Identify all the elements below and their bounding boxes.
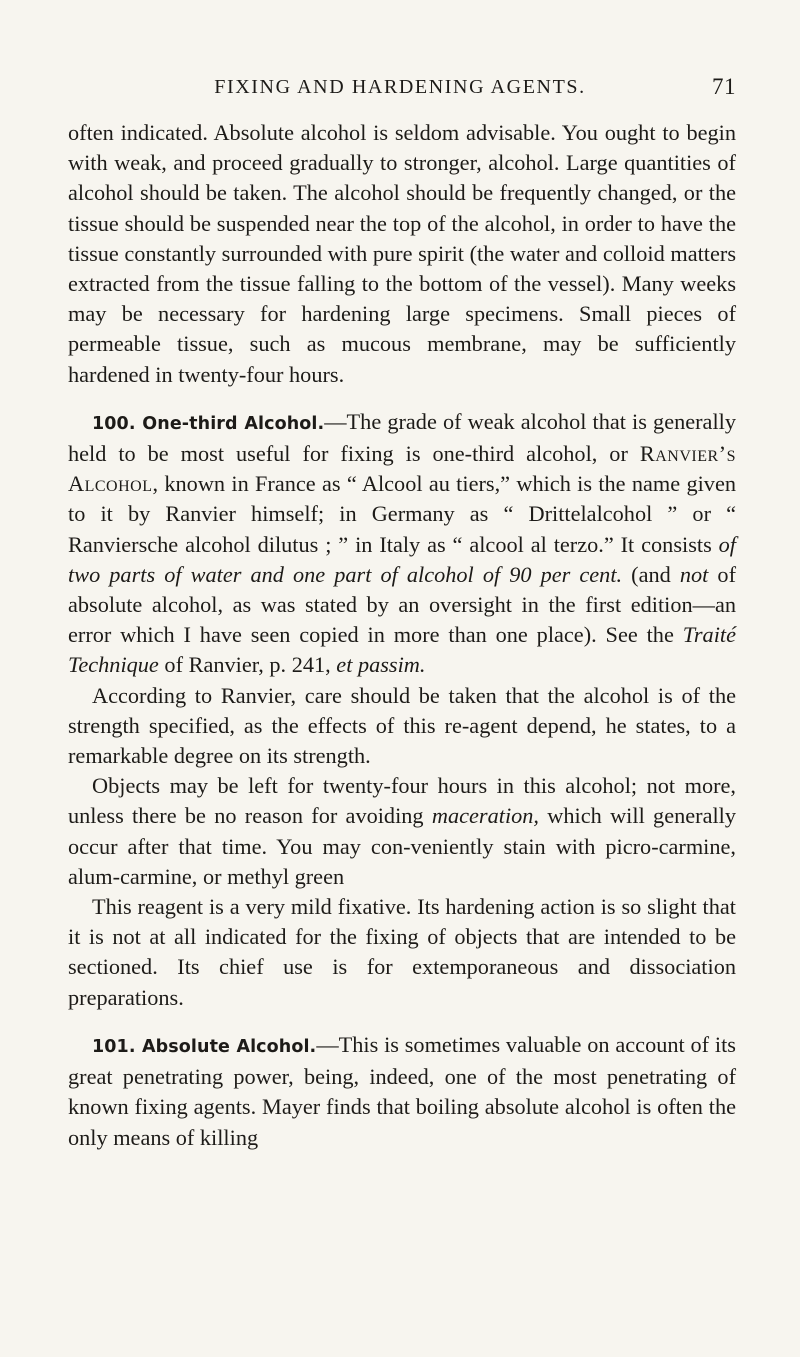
section-100-text-4: of absolute alcohol, as was stated by an oversight in the first edition—an error which I have seen copied in more than one place). See the [68, 561, 736, 648]
section-heading-100: 100. One-third Alcohol. [92, 413, 325, 434]
ranviers-alcohol-term: Ranvier’s Alcohol [68, 441, 736, 497]
running-title: FIXING AND HARDENING AGENTS. [214, 76, 586, 98]
section-100-paragraph [68, 407, 736, 681]
composition-italic: of two parts of water and one part of alcohol of 90 per cent. [68, 531, 736, 587]
page-number: 71 [712, 74, 736, 99]
ranvier-strength-paragraph: According to Ranvier, care should be taken that the alcohol is of the strength specified, as the effects of this re-agent depend, he states, to a remarkable degree on its strength. [68, 682, 736, 769]
section-heading-101: 101. Absolute Alcohol. [92, 1036, 317, 1057]
section-101-paragraph [68, 1030, 736, 1153]
section-100-text-5: of Ranvier, p. 241, [158, 652, 337, 678]
et-passim-italic: et passim. [336, 652, 426, 678]
mild-fixative-paragraph: This reagent is a very mild fixative. Its hardening action is so slight that it is not at all indicated for the fixing of objects that are intended to be sectioned. Its chief use is for extemporaneous and dissociation preparations. [68, 894, 736, 1010]
section-100-text-3: (and [622, 561, 680, 587]
body-text [68, 118, 736, 1153]
section-101-text-1: —This is sometimes valuable on account of its great penetrating power, being, indeed, one of the most penetrating of known fixing agents. Mayer finds that boiling absolute alcohol is often the only means of killing [68, 1031, 736, 1150]
maceration-italic: maceration, [431, 803, 540, 829]
not-italic: not [679, 561, 709, 587]
objects-text-2: which will generally occur after that time. You may con-veniently stain with picro-carmine, alum-carmine, or methyl green [68, 803, 736, 889]
traite-technique-italic: Traité Technique [68, 622, 736, 678]
section-100-text-2: , known in France as “ Alcool au tiers,” which is the name given to it by Ranvier himself; in Germany as “ Drittelalcohol ” or “ Ranviersche alcohol dilutus ; ” in Italy as “ alcool al terzo.” It consists [68, 471, 736, 557]
objects-text-1: Objects may be left for twenty-four hours in this alcohol; not more, unless there be no reason for avoiding [68, 773, 736, 829]
running-head [68, 74, 736, 106]
paragraph-continued: often indicated. Absolute alcohol is seldom advisable. You ought to begin with weak, and proceed gradually to stronger, alcohol. Large quantities of alcohol should be taken. The alcohol should be frequently changed, or the tissue should be suspended near the top of the alcohol, in order to have the tissue constantly surrounded with pure spirit (the water and colloid matters extracted from the tissue falling to the bottom of the vessel). Many weeks may be necessary for hardening large specimens. Small pieces of permeable tissue, such as mucous membrane, may be sufficiently hardened in twenty-four hours. [68, 120, 736, 387]
objects-paragraph [68, 771, 736, 892]
section-100-text-1: —The grade of weak alcohol that is generally held to be most useful for fixing is one-third alcohol, or [68, 408, 736, 467]
